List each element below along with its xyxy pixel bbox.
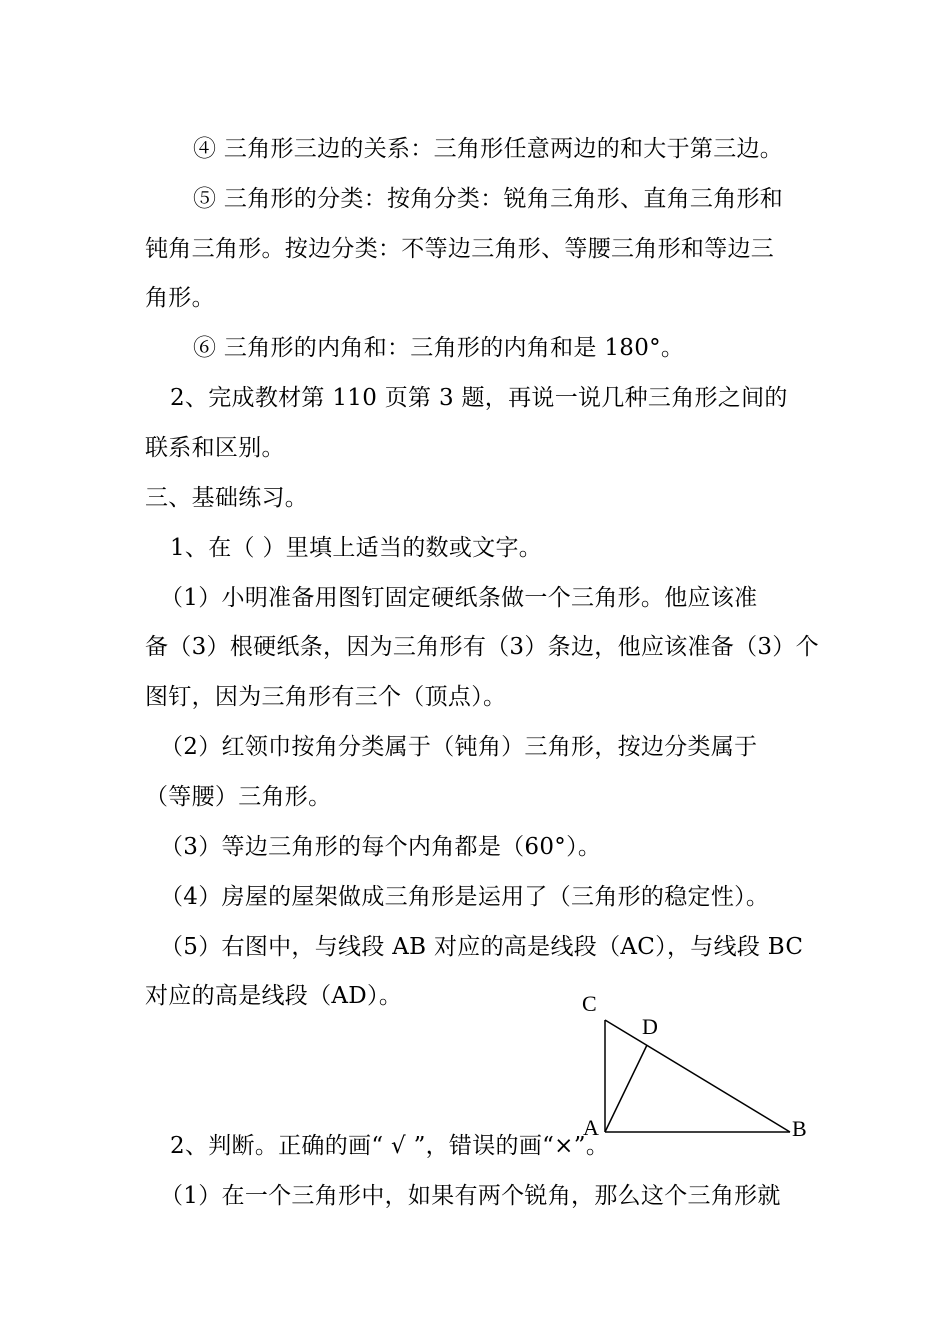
text-line-1: ④ 三角形三边的关系：三角形任意两边的和大于第三边。 (193, 136, 784, 162)
text-line-18: 对应的高是线段（AD）。 (145, 983, 403, 1009)
triangle-diagram (570, 985, 820, 1145)
label-d: D (642, 1014, 658, 1039)
text-line-15: （3）等边三角形的每个内角都是（60°）。 (160, 834, 602, 860)
text-line-7: 联系和区别。 (145, 435, 285, 461)
text-line-16: （4）房屋的屋架做成三角形是运用了（三角形的稳定性）。 (160, 884, 770, 910)
text-line-2: ⑤ 三角形的分类：按角分类：锐角三角形、直角三角形和 (193, 186, 784, 212)
label-c: C (582, 991, 597, 1016)
text-line-9: 1、在（ ）里填上适当的数或文字。 (170, 535, 543, 561)
label-a: A (583, 1115, 599, 1140)
text-line-19: 2、判断。正确的画“ √ ”，错误的画“×”。 (170, 1133, 610, 1159)
text-line-12: 图钉，因为三角形有三个（顶点）。 (145, 684, 507, 710)
text-line-3: 钝角三角形。按边分类：不等边三角形、等腰三角形和等边三 (145, 236, 775, 262)
text-line-20: （1）在一个三角形中，如果有两个锐角，那么这个三角形就 (160, 1183, 781, 1209)
text-line-11: 备（3）根硬纸条，因为三角形有（3）条边，他应该准备（3）个 (145, 634, 819, 660)
segment-ad (605, 1045, 647, 1132)
text-line-10: （1）小明准备用图钉固定硬纸条做一个三角形。他应该准 (160, 585, 758, 611)
text-line-14: （等腰）三角形。 (145, 784, 332, 810)
text-line-17: （5）右图中，与线段 AB 对应的高是线段（AC），与线段 BC (160, 934, 804, 960)
text-line-6: 2、完成教材第 110 页第 3 题，再说一说几种三角形之间的 (170, 385, 788, 411)
text-line-4: 角形。 (145, 285, 215, 311)
section-heading: 三、基础练习。 (145, 485, 309, 511)
text-line-5: ⑥ 三角形的内角和：三角形的内角和是 180°。 (193, 335, 685, 361)
text-line-13: （2）红领巾按角分类属于（钝角）三角形，按边分类属于 (160, 734, 758, 760)
label-b: B (792, 1116, 807, 1141)
